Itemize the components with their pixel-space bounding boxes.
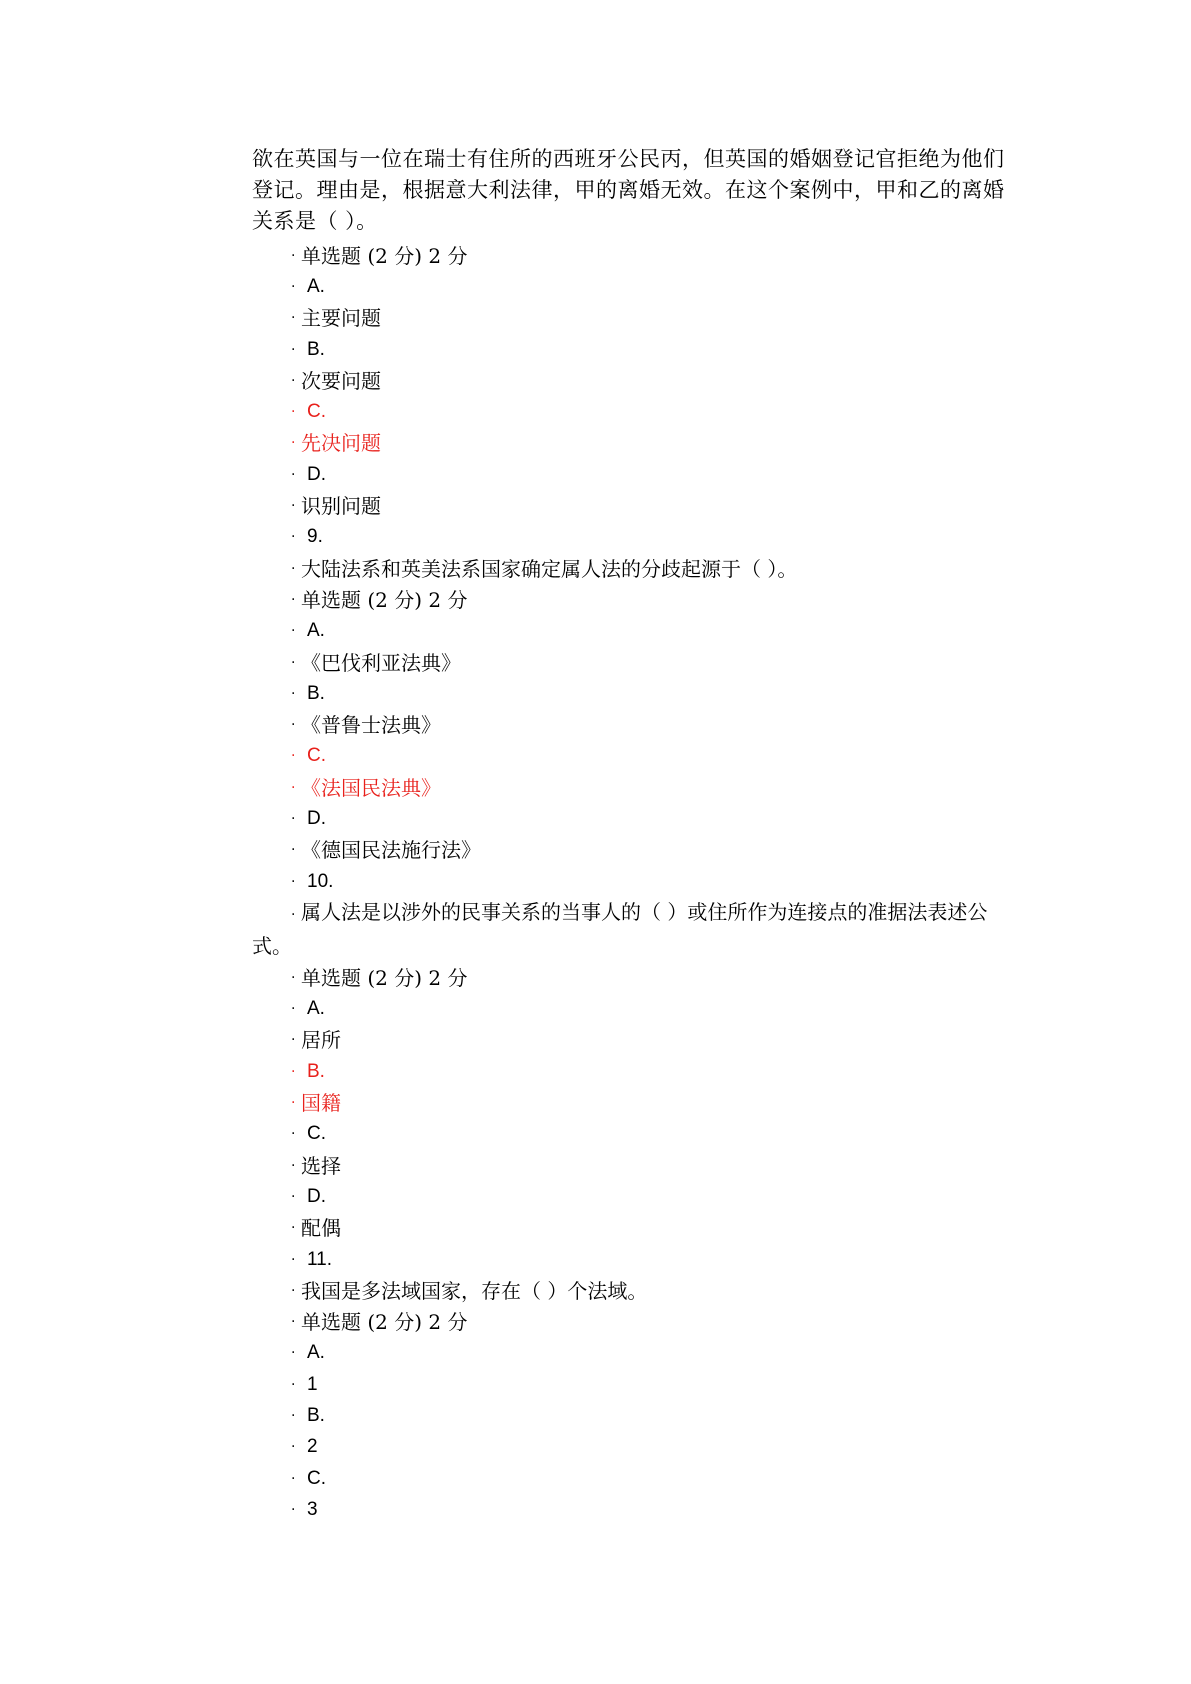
bullet-icon: · (291, 591, 296, 608)
list-item-text: 配偶 (301, 1216, 341, 1241)
bullet-icon: · (291, 1470, 296, 1487)
list-item (0, 1213, 1191, 1244)
bullet-icon: · (291, 1345, 296, 1362)
list-item (0, 522, 1191, 553)
list-item (0, 1087, 1191, 1118)
list-item (0, 1244, 1191, 1275)
bullet-icon: · (291, 1314, 296, 1331)
bullet-icon: · (291, 1063, 296, 1080)
list-item-text: 识别问题 (301, 494, 381, 519)
list-item-text: A. (307, 620, 325, 642)
list-item-text: 9. (307, 526, 323, 548)
list-item (0, 866, 1191, 897)
list-item-text: 单选题 (2 分) 2 分 (301, 1310, 468, 1335)
list-item (0, 428, 1191, 459)
list-item-text: A. (307, 275, 325, 297)
list-item (0, 1025, 1191, 1056)
list-item (0, 1056, 1191, 1087)
bullet-icon: · (291, 529, 296, 546)
bullet-icon: · (291, 404, 296, 421)
bullet-icon: · (291, 1126, 296, 1143)
bullet-icon: · (291, 779, 296, 796)
bullet-icon: · (291, 1095, 296, 1112)
bullet-icon: · (291, 341, 296, 358)
bullet-icon: · (291, 1376, 296, 1393)
question-list (0, 240, 1191, 1526)
question-continuation-text: 欲在英国与一位在瑞士有住所的西班牙公民丙，但英国的婚姻登记官拒绝为他们登记。理由是，根据意大利法律，甲的离婚无效。在这个案例中，甲和乙的离婚关系是（ ）。 (252, 147, 1005, 233)
list-item-text: 属人法是以涉外的民事关系的当事人的（ ）或住所作为连接点的准据法表述公式。 (252, 900, 988, 959)
list-item (0, 303, 1191, 334)
list-item-text: 10. (307, 870, 334, 892)
bullet-icon: · (291, 748, 296, 765)
bullet-icon: · (291, 372, 296, 389)
bullet-icon: · (291, 498, 296, 515)
list-item (0, 553, 1191, 584)
list-item-text: 《巴伐利亚法典》 (301, 650, 461, 675)
bullet-icon: · (291, 1282, 296, 1299)
list-item (0, 1369, 1191, 1400)
list-item-text: 1 (307, 1373, 318, 1395)
list-item-text: 居所 (301, 1028, 341, 1053)
list-item-text: B. (307, 682, 325, 704)
list-item-text: A. (307, 1342, 325, 1364)
list-item (0, 709, 1191, 740)
list-item (0, 334, 1191, 365)
list-item-text: 主要问题 (301, 306, 381, 331)
list-item-text: 国籍 (301, 1091, 341, 1116)
list-item (0, 459, 1191, 490)
list-item (0, 1119, 1191, 1150)
list-item (0, 1338, 1191, 1369)
bullet-icon: · (291, 466, 296, 483)
list-item (0, 616, 1191, 647)
bullet-icon: · (291, 310, 296, 327)
list-item-text: 3 (307, 1498, 318, 1520)
list-item-text: 2 (307, 1436, 318, 1458)
list-item-text: A. (307, 998, 325, 1020)
list-item-text: C. (307, 1467, 326, 1489)
list-item-text: B. (307, 1060, 325, 1082)
list-item-text: 我国是多法域国家，存在（ ）个法域。 (301, 1278, 648, 1303)
list-item-text: 11. (307, 1248, 333, 1270)
list-item-text: D. (307, 1185, 326, 1207)
list-item-text: 次要问题 (301, 368, 381, 393)
list-item-text: D. (307, 463, 326, 485)
list-item (0, 962, 1191, 993)
list-item-text: 先决问题 (301, 431, 381, 456)
bullet-icon: · (291, 1188, 296, 1205)
bullet-icon: · (291, 1032, 296, 1049)
list-item-text: B. (307, 338, 325, 360)
bullet-icon: · (291, 907, 296, 924)
list-item (0, 1463, 1191, 1494)
bullet-icon: · (291, 717, 296, 734)
bullet-icon: · (291, 247, 296, 264)
list-item-text: 《法国民法典》 (301, 775, 441, 800)
list-item (0, 396, 1191, 427)
list-item (0, 365, 1191, 396)
list-item (0, 1432, 1191, 1463)
bullet-icon: · (291, 1439, 296, 1456)
bullet-icon: · (291, 873, 296, 890)
list-item-text: D. (307, 807, 326, 829)
bullet-icon: · (291, 1251, 296, 1268)
list-item-text: 《普鲁士法典》 (301, 713, 441, 738)
bullet-icon: · (291, 1501, 296, 1518)
bullet-icon: · (291, 842, 296, 859)
list-item-text: 大陆法系和英美法系国家确定属人法的分歧起源于（ ）。 (301, 556, 798, 581)
list-item (0, 678, 1191, 709)
bullet-icon: · (291, 1157, 296, 1174)
list-item (0, 584, 1191, 615)
list-item (0, 271, 1191, 302)
list-item (0, 1150, 1191, 1181)
bullet-icon: · (291, 623, 296, 640)
list-item (0, 803, 1191, 834)
bullet-icon: · (291, 654, 296, 671)
list-item (0, 490, 1191, 521)
list-item (0, 1181, 1191, 1212)
list-item-text: C. (307, 1123, 326, 1145)
list-item (0, 897, 1191, 962)
list-item-text: 单选题 (2 分) 2 分 (301, 965, 468, 990)
list-item-text: C. (307, 401, 326, 423)
list-item (0, 835, 1191, 866)
bullet-icon: · (291, 278, 296, 295)
list-item (0, 1275, 1191, 1306)
bullet-icon: · (291, 685, 296, 702)
list-item (0, 1400, 1191, 1431)
bullet-icon: · (291, 810, 296, 827)
list-item (0, 1307, 1191, 1338)
list-item (0, 647, 1191, 678)
bullet-icon: · (291, 560, 296, 577)
list-item-text: 单选题 (2 分) 2 分 (301, 587, 468, 612)
list-item (0, 1494, 1191, 1525)
list-item (0, 994, 1191, 1025)
list-item-text: C. (307, 745, 326, 767)
bullet-icon: · (291, 435, 296, 452)
list-item-text: 《德国民法施行法》 (301, 838, 481, 863)
bullet-icon: · (291, 1001, 296, 1018)
bullet-icon: · (291, 969, 296, 986)
list-item (0, 240, 1191, 271)
bullet-icon: · (291, 1220, 296, 1237)
list-item (0, 772, 1191, 803)
list-item (0, 741, 1191, 772)
list-item-text: 选择 (301, 1153, 341, 1178)
bullet-icon: · (291, 1408, 296, 1425)
list-item-text: B. (307, 1405, 325, 1427)
list-item-text: 单选题 (2 分) 2 分 (301, 243, 468, 268)
